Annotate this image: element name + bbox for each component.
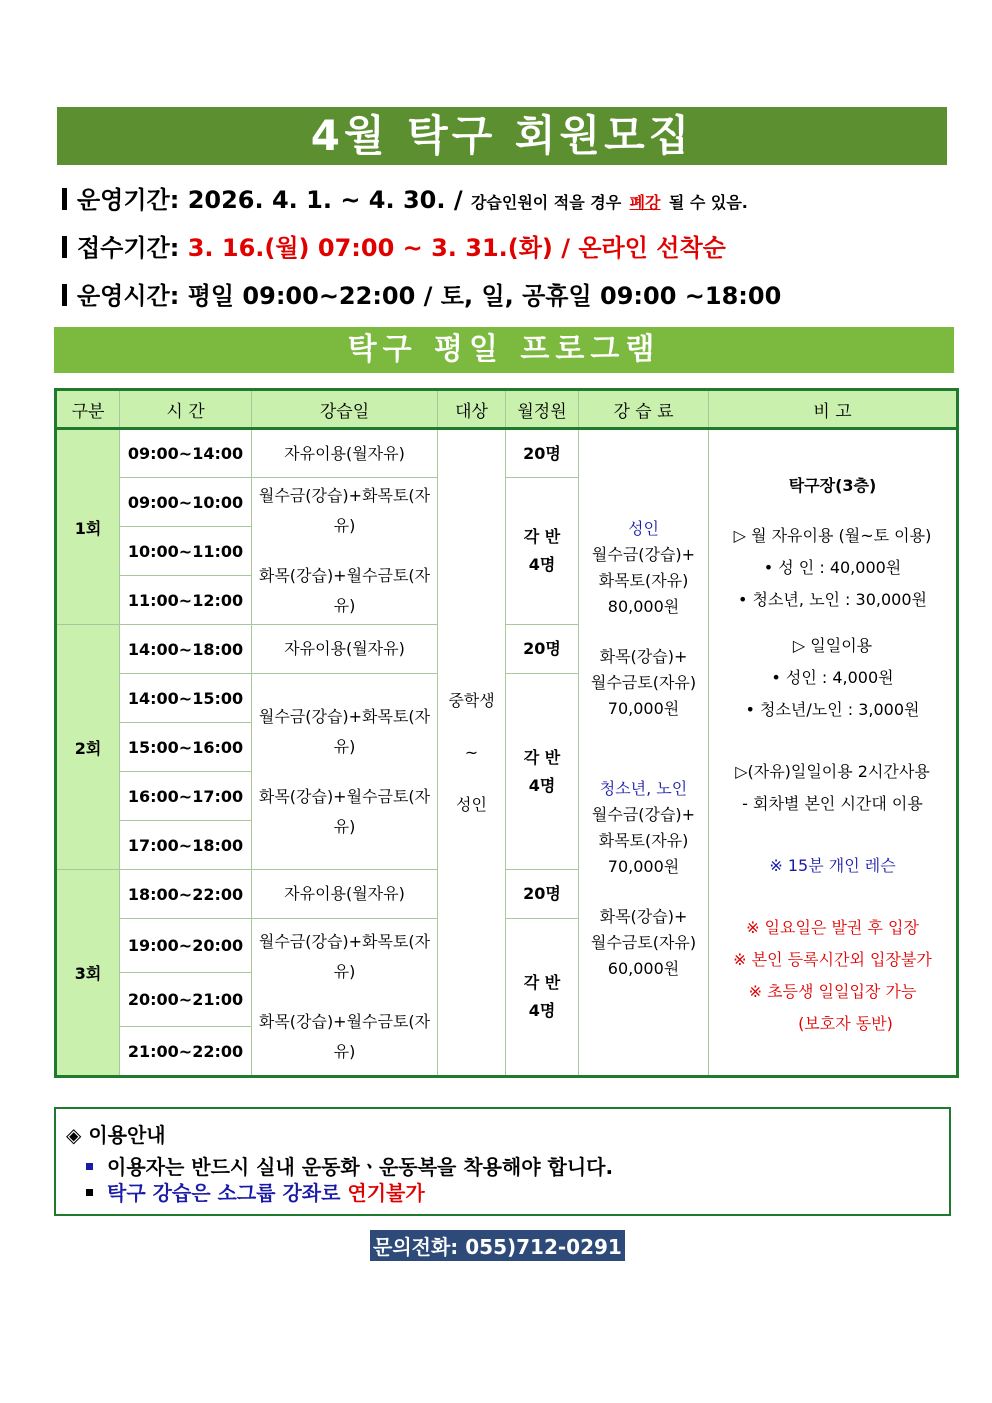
header-cell: 대상 xyxy=(438,390,506,429)
fee-cell: 성인 월수금(강습)+ 화목토(자유) 80,000원 화목(강습)+ 월수금토(자유) 70,000원 청소년, 노인 월수금(강습)+ 화목토(자유) 70,000원 화목(강습)+ 월수금토(자유) 60,000원 xyxy=(579,429,709,1077)
capacity-cell: 각 반 4명 xyxy=(506,478,579,625)
usage-guide-box xyxy=(54,1107,951,1216)
free-use-cell: 자유이용(월자유) xyxy=(252,625,438,674)
time-cell: 14:00~18:00 xyxy=(120,625,252,674)
time-cell: 19:00~20:00 xyxy=(120,919,252,973)
time-cell: 09:00~14:00 xyxy=(120,429,252,478)
bullet-bar xyxy=(62,236,67,258)
capacity-cell: 각 반 4명 xyxy=(506,674,579,870)
capacity-cell: 20명 xyxy=(506,870,579,919)
time-cell: 11:00~12:00 xyxy=(120,576,252,625)
time-cell: 14:00~15:00 xyxy=(120,674,252,723)
usage-heading: ◈ 이용안내 xyxy=(66,1123,166,1147)
usage-item: 탁구 강습은 소그룹 강좌로 연기불가 xyxy=(86,1177,425,1206)
class-days-cell: 월수금(강습)+화목토(자유) 화목(강습)+월수금토(자유) xyxy=(252,478,438,625)
time-cell: 20:00~21:00 xyxy=(120,973,252,1027)
class-days-cell: 월수금(강습)+화목토(자유) 화목(강습)+월수금토(자유) xyxy=(252,919,438,1077)
operation-period: 운영기간: 2026. 4. 1. ~ 4. 30. / 강습인원이 적을 경우 폐강 될 수 있음. xyxy=(62,180,748,215)
time-cell: 17:00~18:00 xyxy=(120,821,252,870)
registration-period: 접수기간: 3. 16.(월) 07:00 ~ 3. 31.(화) / 온라인 선착순 xyxy=(62,228,726,263)
capacity-cell: 각 반 4명 xyxy=(506,919,579,1077)
session-cell: 2회 xyxy=(56,625,120,870)
program-table xyxy=(54,388,959,1078)
target-cell: 중학생 ~ 성인 xyxy=(438,429,506,1077)
header-cell: 강 습 료 xyxy=(579,390,709,429)
capacity-cell: 20명 xyxy=(506,625,579,674)
session-cell: 3회 xyxy=(56,870,120,1077)
free-use-cell: 자유이용(월자유) xyxy=(252,429,438,478)
header-cell: 월정원 xyxy=(506,390,579,429)
square-bullet-icon xyxy=(86,1189,93,1196)
time-cell: 09:00~10:00 xyxy=(120,478,252,527)
time-cell: 16:00~17:00 xyxy=(120,772,252,821)
header-cell: 구분 xyxy=(56,390,120,429)
header-cell: 강습일 xyxy=(252,390,438,429)
header-cell: 시 간 xyxy=(120,390,252,429)
session-cell: 1회 xyxy=(56,429,120,625)
header-cell: 비 고 xyxy=(709,390,958,429)
free-use-cell: 자유이용(월자유) xyxy=(252,870,438,919)
class-days-cell: 월수금(강습)+화목토(자유) 화목(강습)+월수금토(자유) xyxy=(252,674,438,870)
page-title: 4월 탁구 회원모집 xyxy=(57,107,947,165)
contact-phone: 문의전화: 055)712-0291 xyxy=(370,1230,625,1261)
capacity-cell: 20명 xyxy=(506,429,579,478)
time-cell: 15:00~16:00 xyxy=(120,723,252,772)
table-row xyxy=(56,429,958,478)
time-cell: 21:00~22:00 xyxy=(120,1027,252,1077)
note-cell: 탁구장(3층) ▷ 월 자유이용 (월~토 이용) • 성 인 : 40,000원 • 청소년, 노인 : 30,000원 ▷ 일일이용 • 성인 : 4,000원 • 청소년/노인 : 3,000원 ▷(자유)일일이용 2시간사용 - 회차별 본인 시간대 이용 ※ 15분 개인 레슨 ※ 일요일은 발권 후 입장 ※ 본인 등록시간외 입장불가 ※ 초등생 일일입장 가능 (보호자 동반) xyxy=(709,429,958,1077)
time-cell: 18:00~22:00 xyxy=(120,870,252,919)
square-bullet-icon xyxy=(86,1163,93,1170)
bullet-bar xyxy=(62,284,67,306)
program-banner: 탁구 평일 프로그램 xyxy=(54,327,954,373)
usage-item: 이용자는 반드시 실내 운동화ㆍ운동복을 착용해야 합니다. xyxy=(86,1151,613,1180)
bullet-bar xyxy=(62,188,67,210)
table-header-row xyxy=(56,390,958,429)
operation-hours: 운영시간: 평일 09:00~22:00 / 토, 일, 공휴일 09:00 ~18:00 xyxy=(62,276,781,311)
time-cell: 10:00~11:00 xyxy=(120,527,252,576)
